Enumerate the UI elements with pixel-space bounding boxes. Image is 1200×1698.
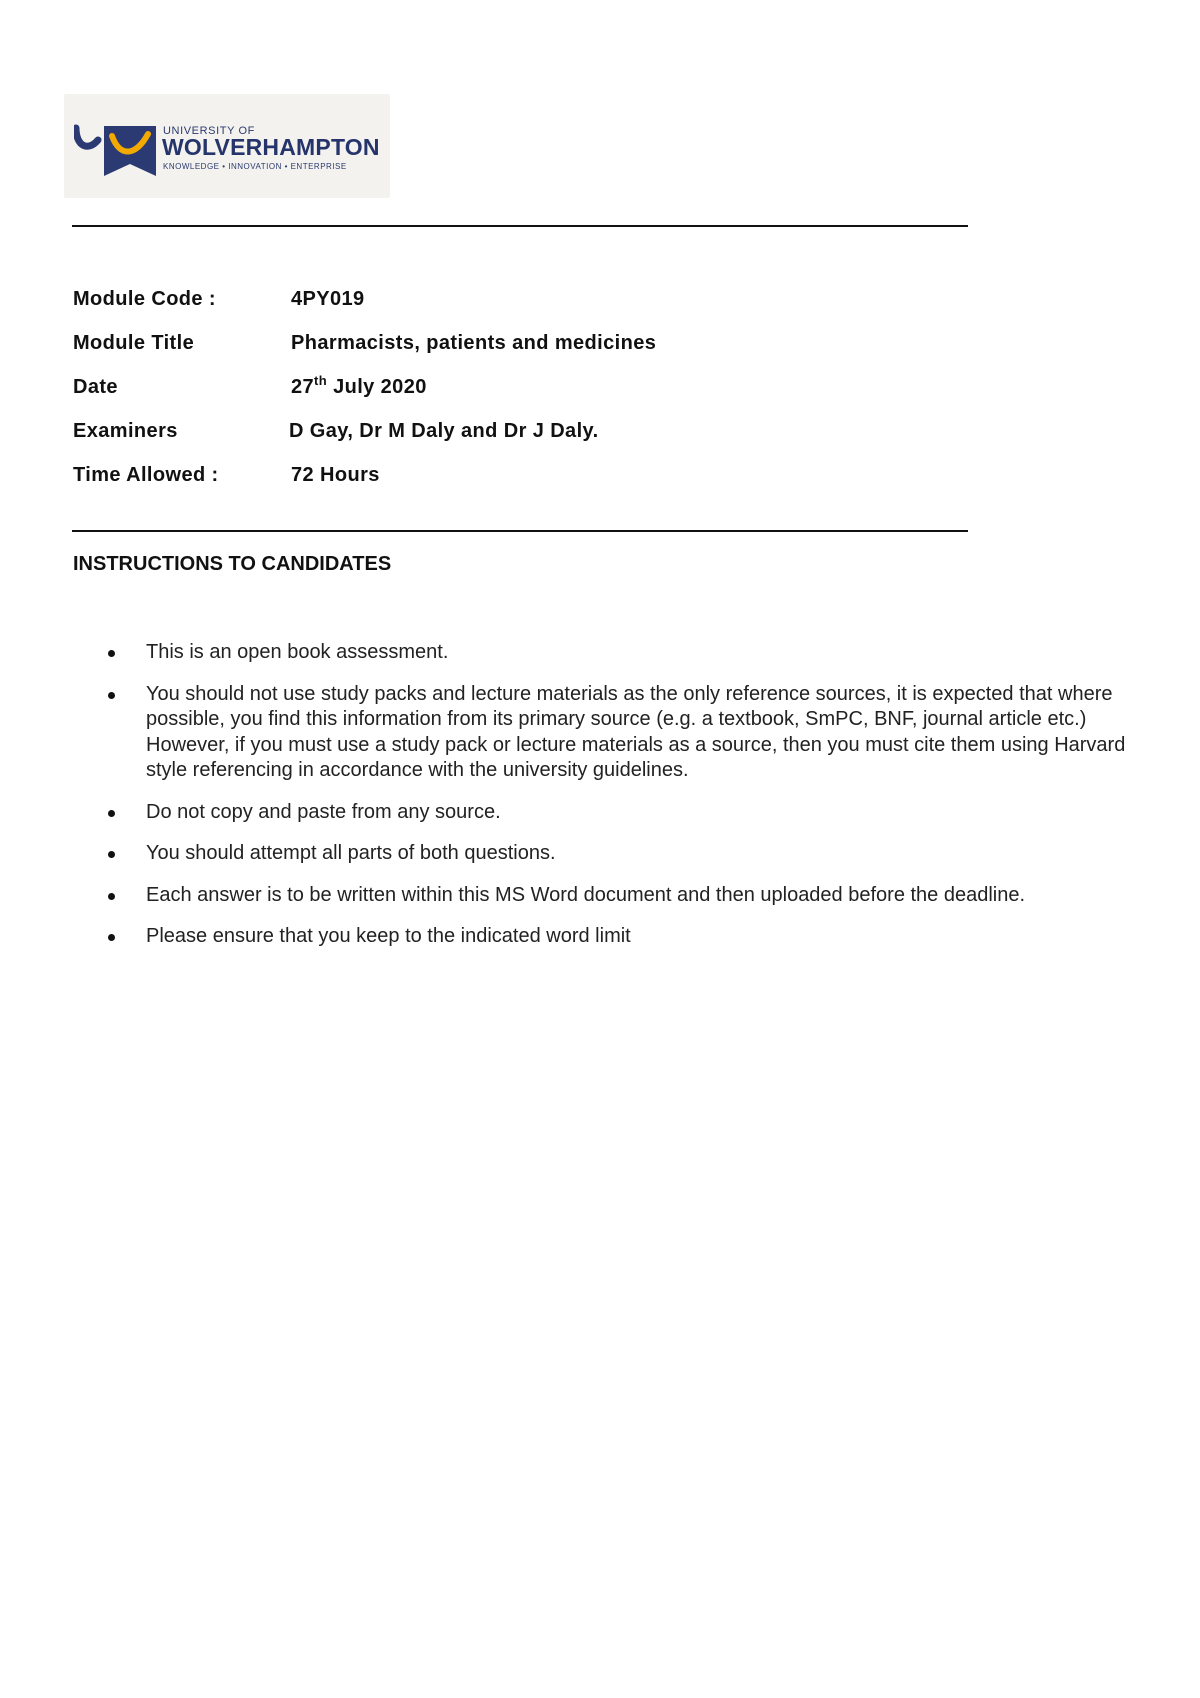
bullet-icon (108, 934, 115, 941)
instruction-text: You should not use study packs and lecture materials as the only reference sources, it is expected that where possible, you find this information from its primary source (e.g. a textbook, SmPC, BNF, journal article etc.) However, if you must use a study pack or lecture materials as a source, then you must cite them using Harvard style referencing in accordance with the university guidelines. (146, 682, 1126, 781)
instruction-text: Please ensure that you keep to the indicated word limit (146, 925, 631, 947)
logo-tagline: KNOWLEDGE • INNOVATION • ENTERPRISE (163, 162, 347, 171)
instruction-item (100, 841, 1130, 867)
bullet-icon (108, 893, 115, 900)
university-logo (64, 94, 390, 198)
instruction-text: This is an open book assessment. (146, 641, 449, 663)
examiners-value: D Gay, Dr M Daly and Dr J Daly. (289, 420, 599, 442)
instruction-item (100, 924, 1130, 950)
instructions-heading: INSTRUCTIONS TO CANDIDATES (73, 553, 392, 575)
bullet-icon (108, 851, 115, 858)
top-divider (72, 225, 968, 227)
module-title-value: Pharmacists, patients and medicines (291, 332, 657, 354)
instruction-text: Each answer is to be written within this MS Word document and then uploaded before the deadline. (146, 883, 1026, 906)
module-code-label: Module Code : (73, 288, 216, 310)
logo-university-of: UNIVERSITY OF (163, 125, 255, 137)
university-crest-icon (74, 122, 160, 178)
bullet-icon (108, 810, 115, 817)
module-title-label: Module Title (73, 332, 195, 354)
bullet-icon (108, 650, 115, 657)
time-allowed-label: Time Allowed : (73, 464, 219, 486)
examiners-label: Examiners (73, 420, 178, 442)
module-code-value: 4PY019 (291, 288, 365, 310)
instruction-item (100, 800, 1130, 826)
date-label: Date (73, 376, 118, 398)
date-value (291, 373, 427, 399)
instructions-list (100, 640, 1130, 966)
bottom-divider (72, 530, 968, 532)
instruction-item (100, 640, 1130, 666)
instruction-item (100, 682, 1130, 784)
bullet-icon (108, 692, 115, 699)
time-allowed-value: 72 Hours (291, 464, 380, 486)
date-day: 27 (291, 376, 315, 398)
instruction-text: You should attempt all parts of both questions. (146, 842, 556, 864)
date-suffix: th (314, 373, 328, 388)
date-rest: July 2020 (327, 376, 427, 398)
instruction-item (100, 883, 1130, 909)
logo-wordmark: WOLVERHAMPTON (162, 134, 380, 160)
instruction-text: Do not copy and paste from any source. (146, 800, 501, 823)
